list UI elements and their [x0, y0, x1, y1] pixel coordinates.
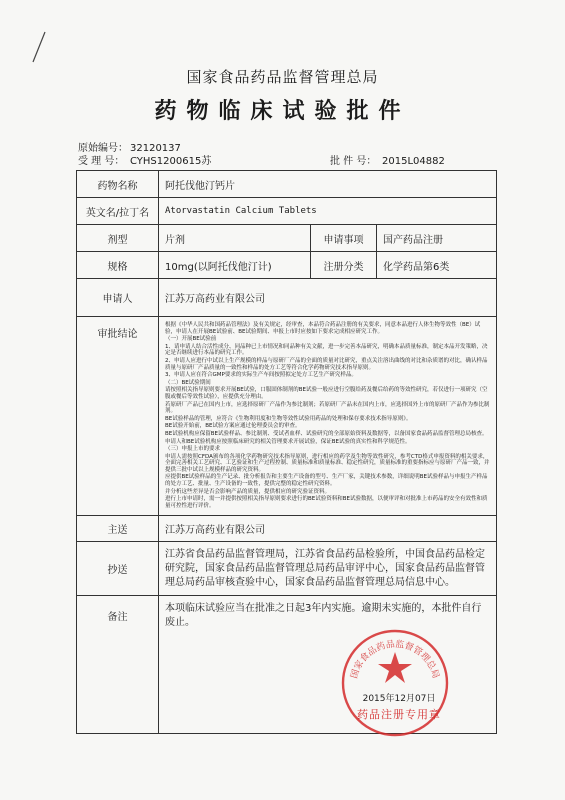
remarks-label: 备注 [77, 596, 159, 734]
conclusion-paragraph: 请按照相关指导原则要求开展BE试验，口服固体制剂的BE试验一般应进行空腹给药及餐后给药的等效性研究，若仅进行一项研究（空腹或餐后等效性试验），应提供充分理由。 [165, 387, 488, 400]
application-item-label: 申请事项 [311, 225, 377, 252]
dosage-form: 片剂 [159, 225, 311, 252]
star-icon [378, 652, 412, 683]
sponsor: 江苏万高药业有限公司 [159, 516, 497, 542]
acceptance-number: CYHS1200615苏 [130, 156, 212, 167]
seal-ring-text: 国家食品药品监督管理总局 [349, 639, 441, 680]
seal-name: 药品注册专用章 [357, 708, 441, 721]
table-row [77, 516, 497, 542]
conclusion-paragraph: BE试验开始前，BE试验方案应通过伦理委员会的审查。 [165, 423, 301, 430]
spec: 10mg(以阿托伐他汀计) [159, 252, 311, 279]
acceptance-number-label: 受 理 号： [78, 156, 125, 167]
english-name: Atorvastatin Calcium Tablets [159, 198, 497, 225]
original-number-line [78, 143, 181, 155]
seal-date: 2015年12月07日 [362, 694, 436, 704]
registration-class: 化学药品第6类 [377, 252, 497, 279]
issuing-agency: 国家食品药品监督管理总局 [186, 68, 379, 86]
table-row [77, 171, 497, 198]
table-row [77, 198, 497, 225]
conclusion-paragraph: （三）申报上市的要求 [165, 446, 221, 453]
acceptance-number-line [78, 156, 211, 168]
table-row [77, 317, 497, 516]
conclusion-paragraph: BE试验机构应保留BE试验样品、参比制剂、受试者血样、试验研究的全部原始资料及数据等，以备国家食品药品监督管理总局核查。 [165, 430, 488, 437]
applicant: 江苏万高药业有限公司 [159, 279, 497, 317]
spec-label: 规格 [77, 252, 159, 279]
conclusion-paragraph: 申请人需按照CFDA颁布的各项化学药物研究技术指导原则，进行相应的药学及生物等效性研究，参考CTD格式申报资料的相关要求，全面完善相关工艺研究、工艺验证和生产过程控制、质量标准和质量标准、稳定性研究，质量标准的重要指标应与原研厂产品一致，并提供三批中试以上规模样品的研究资料。 [165, 453, 490, 473]
approval-number: 2015L04882 [382, 156, 445, 167]
conclusion-paragraphs [165, 322, 490, 509]
drug-name-label: 药物名称 [77, 171, 159, 198]
original-number-label: 原始编号： [78, 143, 128, 154]
approval-number-label: 批 件 号： [330, 156, 377, 167]
conclusion-paragraph: 1、请申请人结合活性成分、同品种已上市情况和同品种有关文献，进一步完善本品研究，明确本品质量标准，制定本品开发策略，决定是否继续进行本品的研究工作。 [165, 343, 488, 357]
table-row [77, 225, 497, 252]
conclusion-paragraph: 并分析这些差异是否会影响产品的质量，提供相应的研究验证资料。 [165, 488, 331, 495]
dosage-form-label: 剂型 [77, 225, 159, 252]
approval-number-line [330, 156, 445, 168]
table-row [77, 279, 497, 317]
table-row [77, 542, 497, 596]
applicant-label: 申请人 [77, 279, 159, 317]
document-title: 药物临床试验批件 [154, 98, 411, 124]
english-name-label: 英文名/拉丁名 [77, 198, 159, 225]
cc-label: 抄送 [77, 542, 159, 596]
conclusion-paragraph: 根据《中华人民共和国药品管理法》及有关规定，经审查，本品符合药品注册的有关要求，同意本品进行人体生物等效性（BE）试验，申请人在开展BE试验前、BE试验期间、申报上市时应按如下要求完成相应研究工作。 [165, 322, 481, 335]
cc-recipients: 江苏省食品药品监督管理局，江苏省食品药品检验所，中国食品药品检定研究院，国家食品药品监督管理总局药品审评中心，国家食品药品监督管理总局药品审核查验中心，国家食品药品监督管理总局信息中心。 [159, 542, 497, 596]
conclusion-paragraph: 若原研厂产品已在国内上市，应选择原研厂产品作为参比制剂；若原研厂产品未在国内上市，应选择国外上市的原研厂产品作为参比制剂。 [165, 401, 490, 415]
drug-name: 阿托伐他汀钙片 [159, 171, 497, 198]
conclusion-label: 审批结论 [77, 317, 159, 516]
application-item: 国产药品注册 [377, 225, 497, 252]
conclusion-paragraph: 3、申请人应在符合GMP要求的实际生产车间按照拟定处方工艺生产研究样品。 [165, 372, 357, 379]
conclusion-paragraph: 进行上市申请时，需一并提供按照相关指导原则要求进行的BE试验资料和BE试验数据，以便审评和对批准上市药品的安全有效性和质量可控性进行评价。 [165, 496, 488, 509]
original-number: 32120137 [130, 143, 181, 154]
conclusion-text [159, 317, 497, 516]
table-row [77, 252, 497, 279]
sponsor-label: 主送 [77, 516, 159, 542]
conclusion-paragraph: 2、申请人应进行中试以上生产规模的样品与原研厂产品的全面的质量对比研究，重点关注溶出曲线的对比和杂质谱的对比，确认样品质量与原研厂产品质量的一致性和样品的处方工艺等符合化学药物研究技术指导原则。 [165, 357, 488, 371]
conclusion-paragraph: 应提供BE试验样品的生产记录、批分析报告和主要生产设备的型号、生产厂家，关键技术参数，详细说明BE试验样品与申报生产样品的处方工艺、批量、生产设备的一致性，提供完整的稳定性研究资料。 [165, 474, 488, 488]
conclusion-paragraph: BE试验样品的管理，应符合《生物利用度和生物等效性试验用药品的处理和保存要求技术指导原则》。 [165, 415, 412, 422]
conclusion-paragraph: （二）BE试验期间 [165, 379, 211, 386]
pen-stroke-mark [30, 30, 48, 64]
registration-class-label: 注册分类 [311, 252, 377, 279]
conclusion-paragraph: （一）开展BE试验前 [165, 336, 217, 343]
conclusion-paragraph: 申请人和BE试验机构应按照临床研究的相关管理要求开展试验，保证BE试验的真实性和科学规范性。 [165, 438, 411, 445]
remarks: 本项临床试验应当在批准之日起3年内实施。逾期未实施的，本批件自行废止。 [159, 596, 497, 734]
